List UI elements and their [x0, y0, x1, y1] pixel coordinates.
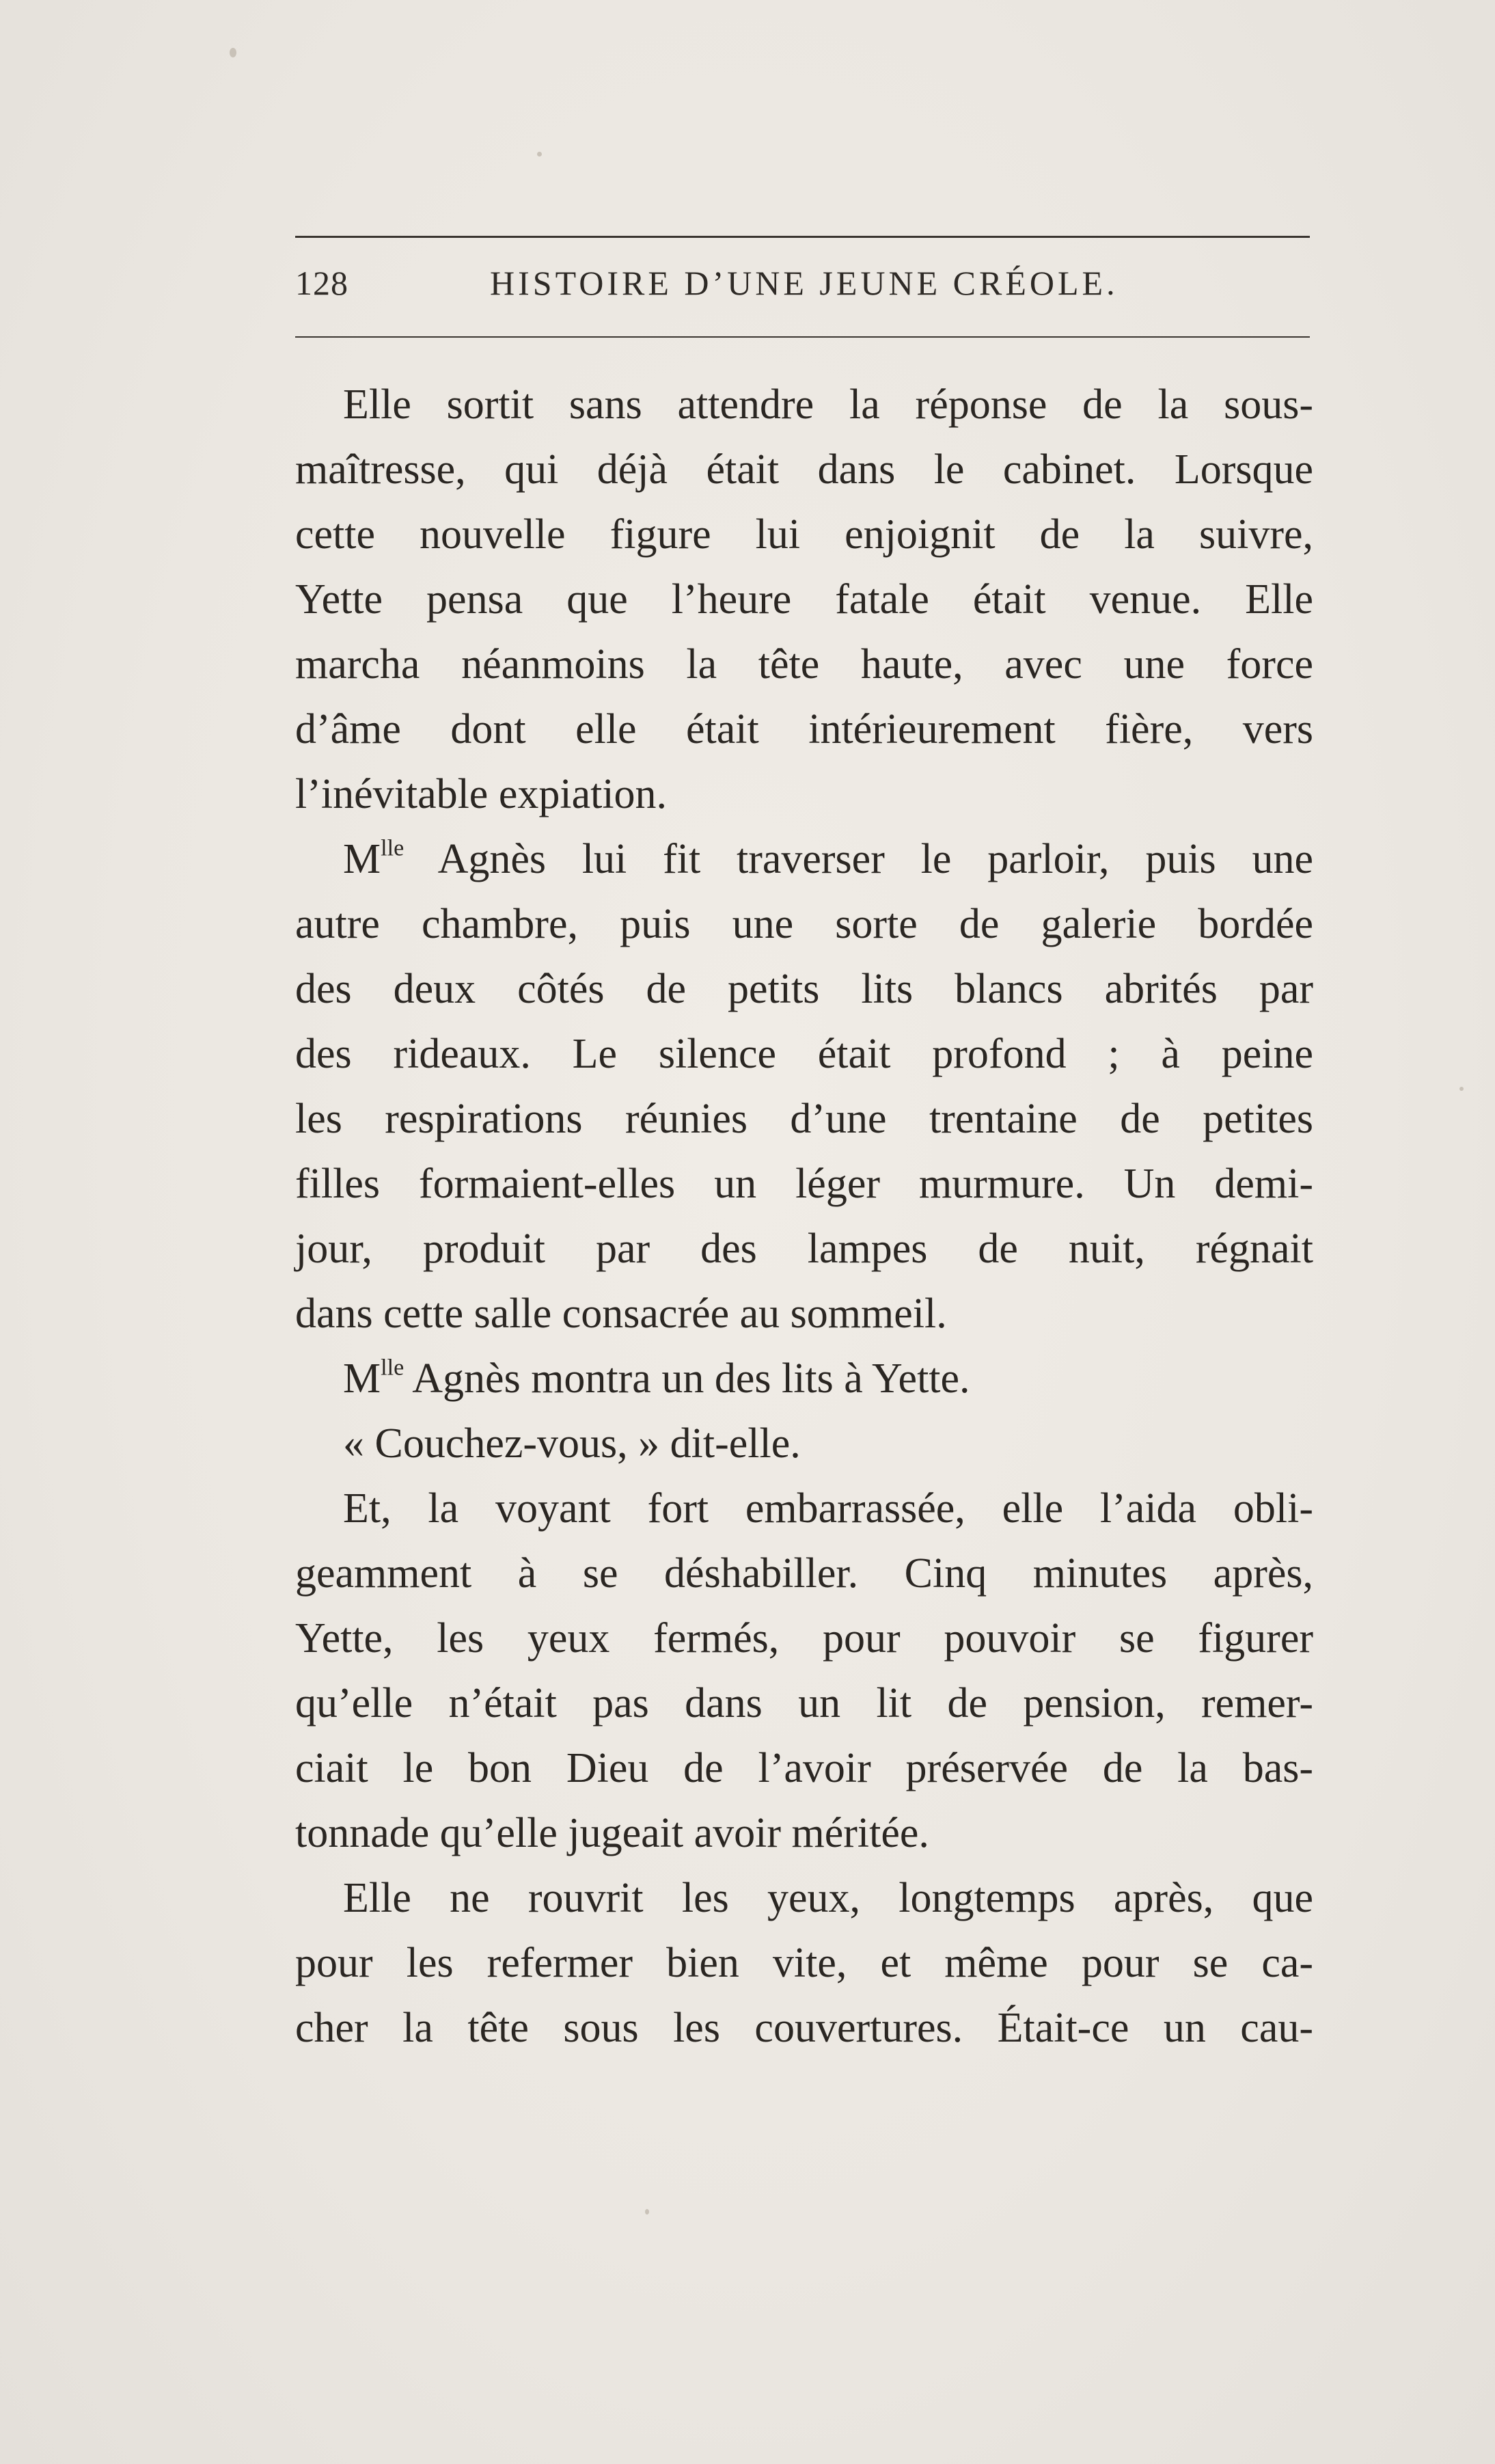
text-line: Et, la voyant fort embarrassée, elle l’aida obli-	[343, 1485, 1313, 1532]
paper-speck	[645, 2209, 649, 2215]
text-line: pour les refermer bien vite, et même pour se ca-	[295, 1940, 1313, 1986]
text-line: $M^{lle}$ Agnès montra un des lits à Yette.	[343, 1355, 970, 1402]
text-line: qu’elle n’était pas dans un lit de pension, remer-	[295, 1680, 1313, 1727]
running-header	[295, 263, 1310, 311]
text-line: $M^{lle}$ Agnès lui fit traverser le parloir, puis une	[343, 835, 1313, 882]
superscript: lle	[381, 835, 404, 861]
running-title: HISTOIRE D’UNE JEUNE CRÉOLE.	[490, 264, 1119, 302]
text-line: ciait le bon Dieu de l’avoir préservée de la bas-	[295, 1745, 1313, 1791]
text-line: tonnade qu’elle jugeait avoir méritée.	[295, 1810, 929, 1856]
text-line: les respirations réunies d’une trentaine de petites	[295, 1096, 1313, 1142]
text-line: des deux côtés de petits lits blancs abrités par	[295, 966, 1313, 1012]
text-line: maîtresse, qui déjà était dans le cabinet. Lorsque	[295, 446, 1313, 493]
page-number: 128	[295, 264, 348, 302]
text-line: Elle sortit sans attendre la réponse de la sous-	[343, 381, 1313, 428]
text-line: jour, produit par des lampes de nuit, régnait	[295, 1226, 1313, 1272]
paper-speck	[537, 152, 542, 157]
header-bottom-rule	[295, 336, 1310, 338]
text-line: « Couchez-vous, » dit-elle.	[343, 1420, 801, 1467]
superscript: lle	[381, 1355, 404, 1381]
text-line: geamment à se déshabiller. Cinq minutes après,	[295, 1550, 1313, 1597]
paper-speck	[230, 48, 236, 57]
text-line: des rideaux. Le silence était profond ; à peine	[295, 1031, 1313, 1077]
header-top-rule	[295, 236, 1310, 238]
text-line: Yette, les yeux fermés, pour pouvoir se figurer	[295, 1615, 1313, 1662]
text-line: filles formaient-elles un léger murmure. Un demi-	[295, 1161, 1313, 1207]
text-line: Yette pensa que l’heure fatale était venue. Elle	[295, 576, 1313, 623]
text-line: Elle ne rouvrit les yeux, longtemps après, que	[343, 1875, 1313, 1921]
paper-speck	[1459, 1087, 1464, 1091]
text-line: l’inévitable expiation.	[295, 771, 668, 817]
text-line: cher la tête sous les couvertures. Était-ce un cau-	[295, 2005, 1313, 2051]
text-line: marcha néanmoins la tête haute, avec une force	[295, 641, 1313, 688]
text-line: cette nouvelle figure lui enjoignit de la suivre,	[295, 511, 1313, 558]
text-line: d’âme dont elle était intérieurement fière, vers	[295, 706, 1313, 753]
text-line: dans cette salle consacrée au sommeil.	[295, 1290, 947, 1337]
text-line: autre chambre, puis une sorte de galerie bordée	[295, 901, 1313, 947]
body-text	[295, 373, 1313, 2061]
